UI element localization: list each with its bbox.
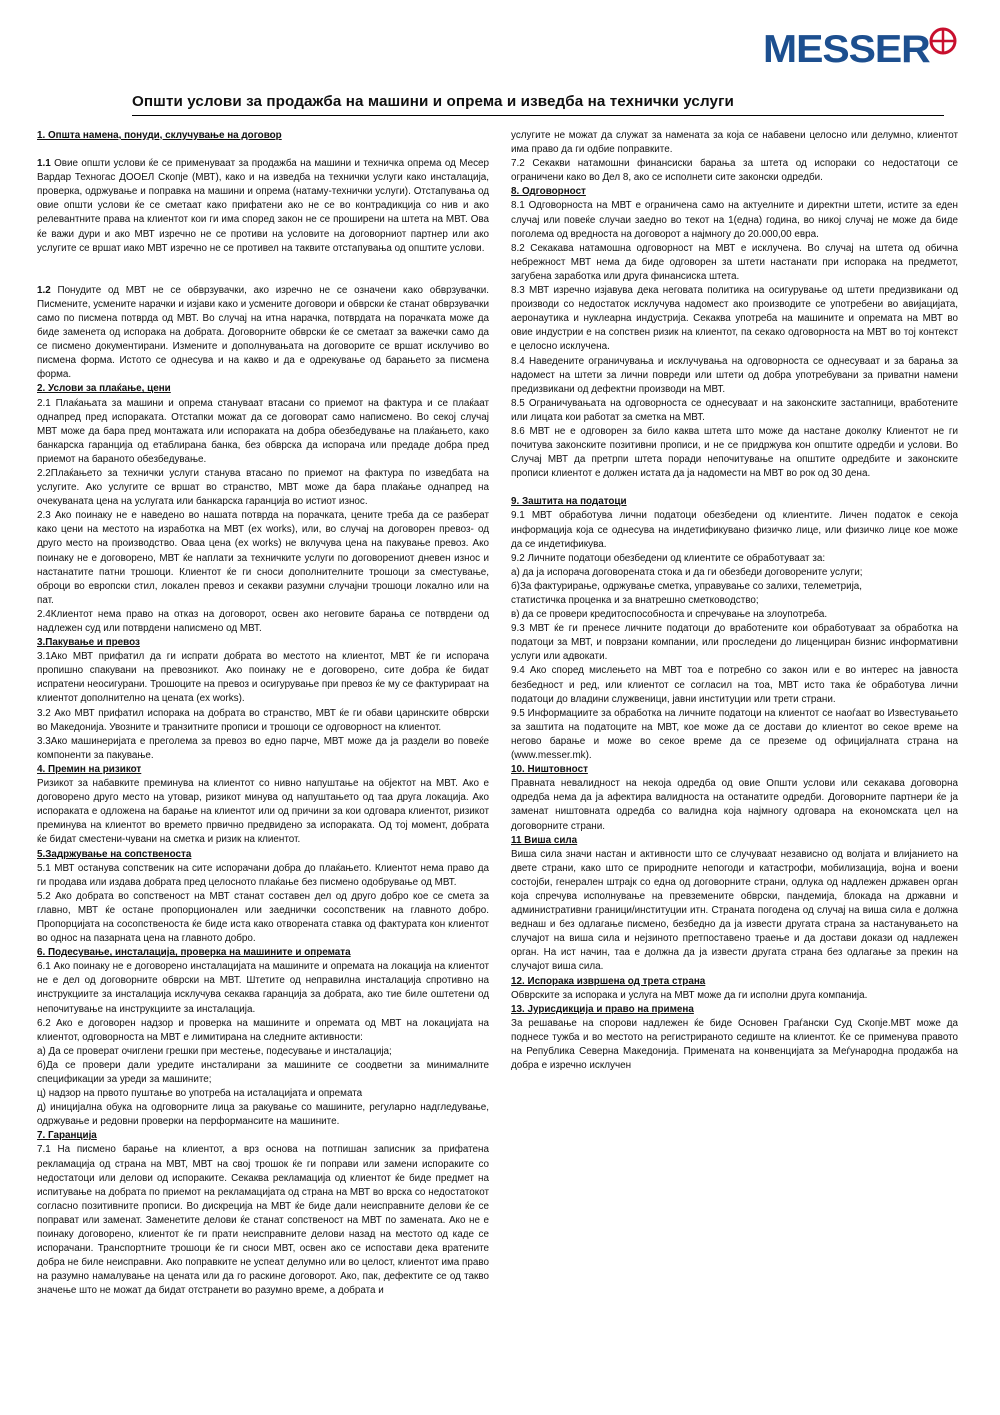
section-13-heading: 13. Јурисдикција и право на примена: [511, 1003, 694, 1015]
clause-1-2-number: 1.2: [37, 284, 51, 296]
section-10-heading: 10. Ништовност: [511, 764, 588, 776]
clause-9-2-a: а) да ја испорача договорената стока и да ги обезбеди договорените услуги;: [511, 566, 863, 578]
clause-9-2-c: статистичка проценка и за внатрешно сметководство;: [511, 595, 759, 606]
clause-2-2: 2.2Плаќањето за технички услуги станува втасано по приемот на фактура по изведбата на услугите. Ако услугите се вршат во странство, МВТ може да бара плаќање однапред на очекуваната цена на услугата или банкарска гаранција во истиот износ.: [37, 467, 489, 508]
clause-6-2-b: б)Да се провери дали уредите инсталирани за машините се соодветни за минималните спецификации за уреди за машините;: [37, 1059, 489, 1085]
section-12-heading: 12. Испорака извршена од трета страна: [511, 975, 706, 987]
clause-2-1: 2.1 Плаќањата за машини и опрема стануваат втасани со приемот на фактура и се плаќаат однапред пред испораката. Отстапки можат да се договорат само написмено. Во секој случај МВТ може да бара пред монтажата или испораката на добра обезбедување на плаќањето, како банкарска гаранција од етаблирана банка, без обврска да испорача или предаде добра пред приемот на бараното обезбедување.: [37, 397, 489, 465]
right-column: [511, 129, 958, 1073]
section-3-heading: 3.Пакување и превоз: [37, 637, 140, 649]
clause-1-2-text: Понудите од МВТ не се обврзувачки, ако изречно не се означени како обврзувачки. Писмените, усмените нарачки и изјави како и усмените договори и обврски ќе станат обврзувачки само по писмена потврда од МВТ. Во случај на итна нарачка, потврдата на порачката може да биде заменета од испорака на добрата. Договорните обврски ќе се сметаат за важечки само да се писмено документирани. Измените и дополнувањата на договорите се вршат исклучиво во писмена форма. Истото се однесува и на какво и да е одрекување од барањето за писмена форма.: [37, 284, 489, 381]
clause-8-1: 8.1 Одговорноста на МВТ е ограничена само на актуелните и директни штети, истите за еден случај или повеќе случаи заедно во текот на 1(една) година, во никој случај не може да биде поголема од вредноста на договорот а најмногу до 20.000,00 евра.: [511, 200, 958, 240]
clause-8-3: 8.3 МВТ изречно изјавува дека неговата политика на осигурување од штети предизвикани од производи со недостаток исклучува надомест ако производите се употребени во авијацијата, аеронаутика и нуклеарна индустрија. Секаква употреба на машините и опремата на МВТ во овие индустрии е на сопствен ризик на клиентот, па секако одговорноста на МВТ во тој контекст е целосно исклучена.: [511, 285, 958, 353]
messer-logo: [763, 28, 958, 72]
clause-9-4: 9.4 Ако според мислењето на МВТ тоа е потребно со закон или е во интерес на јавноста безбедност и ред, или клиентот се согласил на тоа, МВТ исто така ќе обработува лични податоци до владини служвеници, јавни институции или трети страни.: [511, 665, 958, 705]
clause-8-2: 8.2 Секакава натамошна одговорност на МВТ е исклучена. Во случај на штета од обична небрежност МВТ нема да биде одговорен за штети настанати при испорака на предметот, загубена заработка или друга финансиска штета.: [511, 242, 958, 282]
section-6-heading: 6. Подесување, инсталација, проверка на машините и опремата: [37, 947, 351, 959]
clause-5-1: 5.1 МВТ останува сопственик на сите испорачани добра до плаќањето. Клиентот нема право да ги продава или издава добрата пред целосното плаќање без писмено одобрување од МВТ.: [37, 862, 489, 888]
clause-3-2: 3.2 Ако МВТ прифатил испорака на добрата во странство, МВТ ќе ги обави царинските обврски во Македонија. Увозните и транзитните прописи и трошоци се одговорност на клиентот.: [37, 707, 489, 733]
clause-8-5: 8.5 Ограничувањата на одговорноста се однесуваат и на законските застапници, вработените или лицата кои работат за сметка на МВТ.: [511, 397, 958, 423]
clause-6-2-c: ц) надзор на првото пуштање во употреба на исталацијата и опремата: [37, 1088, 363, 1100]
clause-8-6: 8.6 МВТ не е одговорен за било каква штета што може да настане доколку Клиентот не ги почитува законските позитивни прописи, и не се придржува кон општите одредби и услови. Во Случај МВТ да претрпи штета поради непочитување на општите одредбите и законските прописи клиентот е должен истата да ја надомести на МВТ во рок од 30 дена.: [511, 425, 958, 480]
section-4-heading: 4. Премин на ризикот: [37, 763, 142, 775]
left-column: [37, 129, 489, 1299]
clause-9-2-b: б)За фактурирање, одржување сметка, управување со залихи, телеметрија,: [511, 580, 863, 592]
clause-9-3: 9.3 МВТ ќе ги пренесе личните податоци до вработените кои обработуваат за обработка на податоци за МВТ, и поврзани компании, или проследени до лиценциран бизнис информативни услуги или адвокати.: [511, 623, 958, 663]
section-8-heading: 8. Одговорност: [511, 186, 586, 198]
messer-symbol-icon: [928, 26, 958, 56]
clause-6-2-a: а) Да се проверат очиглени грешки при местење, подесување и инсталација;: [37, 1045, 392, 1057]
clause-3-1: 3.1Ако МВТ прифатил да ги испрати добрата во местото на клиентот, МВТ ќе ги испорача пропишно спакувани на превозникот. Ако поинаку не е договорено, сите добра ќе бидат испратени неосигурани. Трошоците на превоз и осигурување при превоз ќе му се фактурираат на клиентот дополнително на цената (ex works).: [37, 651, 489, 705]
clause-7-1: 7.1 На писмено барање на клиентот, а врз основа на потпишан записник за прифатена рекламација од страна на МВТ, МВТ на свој трошок ќе ги поправи или замени испораките со недостатоци или делови од испораките. Секаква рекламација од клиентот ќе биде предмет на испитување на добрата по приемот на рекламацијата од страна на МВТ во врска со недостатокот согласно позитивните прописи. Во дискреција на МВТ ќе биде дали неисправните делови ќе се поправат или заменат. Заменетите делови ќе станат сопственост на МВТ по замената. Ако не е поинаку договорено, клиентот ќе ги прати неисправните делови назад на местото од каде се испорачани. Транспортните трошоци ќе ги сноси МВТ, освен ако се испостави дека вратените добра не биле неисправни. Ако поправките не успеат делумно или во целост, клиентот има право на разумно намалување на цената или да го раскине договорот. Ако, пак, дефектите се од такво значење што не можат да бидат отстранети во разумно време, а добрата и: [37, 1144, 489, 1297]
section-9-heading: 9. Заштита на податоци: [511, 496, 627, 508]
clause-1-1-number: 1.1: [37, 158, 51, 170]
logo-wordmark: MESSER: [763, 28, 930, 71]
clause-11-1: Виша сила значи настан и активности што се случуваат независно од волјата и влијанието на двете страни, како што се природните непогоди и катастрофи, мобилизација, војна и воени состојби, генерален штрајк со една од договорните страни, одлука од надлежен државен орган која спречува исполнување на превземените обврски, пандемија, блокада на државни и административни граници/институции итн. Страната погодена од случај на виша сила е должна веднаш и без одлагање писмено, безбедно да ја извести другата страна за настанувањето на случајот на виша сила и нејзиното претпоставено траење и да достави докази од надлежен орган. На ист начин, таа е должна да ја извести другата страна без одлагање за прекин на случајот виша сила.: [511, 848, 958, 973]
clause-6-2-d: д) иницијална обука на одговорните лица за ракување со машините, регуларно надгледување, одржување и редовни проверки на перформансите на машините.: [37, 1102, 489, 1128]
clause-3-3: 3.3Ако машинеријата е преголема за превоз во едно парче, МВТ може да ја раздели во повеќе компоненти за пакување.: [37, 735, 489, 761]
clause-6-1: 6.1 Ако поинаку не е договорено инсталацијата на машините и опремата на локација на клиентот не е дел од договорните обврски на МВТ. Штетите од неправилна инсталација спротивно на инструкциите за инсталација исклучува секаква гаранција за добрата, ако тие биле оштетени од непочитување на инструкциите за инсталација.: [37, 961, 489, 1015]
section-7-heading: 7. Гаранција: [37, 1130, 97, 1142]
clause-10-1: Правната невалидност на некоја одредба од овие Општи услови или секакава договорна одредба нема да ја афектира валидноста на останатите одредби. Договорните партнери ќе ја заменат ништовната одредба со валидна која најмногу одговара на економската цел на договорните страни.: [511, 778, 958, 832]
section-11-heading: 11 Виша сила: [511, 834, 578, 846]
clause-9-1: 9.1 МВТ обработува лични податоци обезбедени од клиентите. Личен податок е секоја информација која се однесува на индетификувано физичко лице, или физичко лице кое може да се индетификува.: [511, 510, 958, 550]
clause-2-4: 2.4Клиентот нема право на отказ на договорот, освен ако неговите барања се потврдени од надлежен суд или потврдени написмено од МВТ.: [37, 608, 489, 634]
clause-2-3: 2.3 Ако поинаку не е наведено во нашата потврда на порачката, цените треба да се разберат како цени на местото на изработка на МВТ (ex works), или, во случај на договорен превоз- од друго место на производство. Оваа цена (ex works) не вклучува цена на пакување превоз. Ако поинаку не е договорено, МВТ ќе наплати за техничките услуги по договорениот дневен износ и настанатите патни трошоци. Клиентот ќе ги сноси дополнителните трошоци за сместување, оброци во европски стил, локален превоз и секакви разумни случајни трошоци локално или на пат.: [37, 510, 489, 606]
clause-12-1: Обврските за испорака и услуга на МВТ може да ги исполни друга компанија.: [511, 989, 868, 1001]
clause-9-2-d: в) да се провери кредитоспособноста и спречување на злоупотреба.: [511, 609, 828, 621]
clause-8-4: 8.4 Наведените ограничувања и исклучувања на одговорноста се однесуваат и за барања за надомест на штети за лични повреди или штети од добра употребувани за приватни намени предизвикани од дефектни производи на МВТ.: [511, 355, 958, 395]
section-2-heading: 2. Услови за плаќање, цени: [37, 383, 171, 395]
section-1-heading: 1. Општа намена, понуди, склучување на договор: [37, 130, 282, 141]
document-title: Општи услови за продажба на машини и опрема и изведба на технички услуги: [132, 93, 734, 110]
clause-9-5: 9.5 Информациите за обработка на личните податоци на клиентот се наоѓаат во Известувањето за заштита на податоците на МВТ, кое може да се достави до клиентот во секое време на негово барање и може во секое време да се преземе од официјалната страна на (www.messer.mk).: [511, 707, 958, 762]
title-underline: [132, 115, 944, 116]
clause-13-1: За решавање на спорови надлежен ќе биде Основен Граѓански Суд Скопје.МВТ може да поднесе тужба и во местото на регистрираното седиште на клиентот. Ќе се применува правото на Република Северна Македонија. Примената на конвенцијата за Меѓународна продажба на добра е изречно исклучен: [511, 1017, 958, 1072]
clause-6-2: 6.2 Ако е договорен надзор и проверка на машините и опремата од МВТ на локацијата на клиентот, одговорноста на МВТ е лимитирана на следните активности:: [37, 1017, 489, 1043]
clause-7-2: 7.2 Секакви натамошни финансиски барања за штета од испораки со недостатоци се ограничени како во Дел 8, ако се исполнети сите законски одредби.: [511, 158, 958, 184]
clause-9-2: 9.2 Личните податоци обезбедени од клиентите се обработуваат за:: [511, 552, 826, 564]
section-5-heading: 5.Задржување на сопственоста: [37, 848, 192, 860]
clause-1-2: [37, 284, 489, 383]
clause-7-1-continued: услугите не можат да служат за намената за која се набавени целосно или делумно, клиентот има право да ги одбие поправките.: [511, 130, 958, 156]
clause-1-1-text: Овие општи услови ќе се применуваат за продажба на машини и техничка опрема од Месер Вардар Техногас ДООЕЛ Скопје (МВТ), како и на изведба на технички услуги како инсталација, проверка, одржување и поправка на машини и опрема (натаму-технички услуги). Отстапувања од овие општи услови ќе се сметаат како прифатени ако не се во контрадикција со нив и ако релевантните права на клиентот кои ги има според закон не се проширени на штета на МВТ. Ова ќе важи дури и ако МВТ изречно не се противи на условите на договорниот партнер или ако услугите се вршат иако МВТ изречно не се противел на таквите отстапувања од општите услови.: [37, 158, 489, 254]
clause-4-1: Ризикот за набавките преминува на клиентот со нивно напуштање на објектот на МВТ. Ако е договорено друго место на утовар, ризикот минува од напуштањето од таа друга локација. Ако испораката е одложена на барање на клиентот или од причини за кои одговара клиентот, ризикот преминува на клиентот во времето првично предвидено за испораката. Од тој момент, добрата ќе бидат сместени-чувани на сметка и ризик на клиентот.: [37, 778, 489, 846]
clause-5-2: 5.2 Ако добрата во сопственост на МВТ станат составен дел од друго добро кое се смета за главно, МВТ ќе остане пропорционален или заеднички сосопственик на главното добро. Пропорцијата на сосопственоста ќе биде иста како отворената ставка од фактурата кон клиентот во однос на пазарната цена на главното добро.: [37, 890, 489, 945]
clause-1-1: [37, 157, 489, 256]
